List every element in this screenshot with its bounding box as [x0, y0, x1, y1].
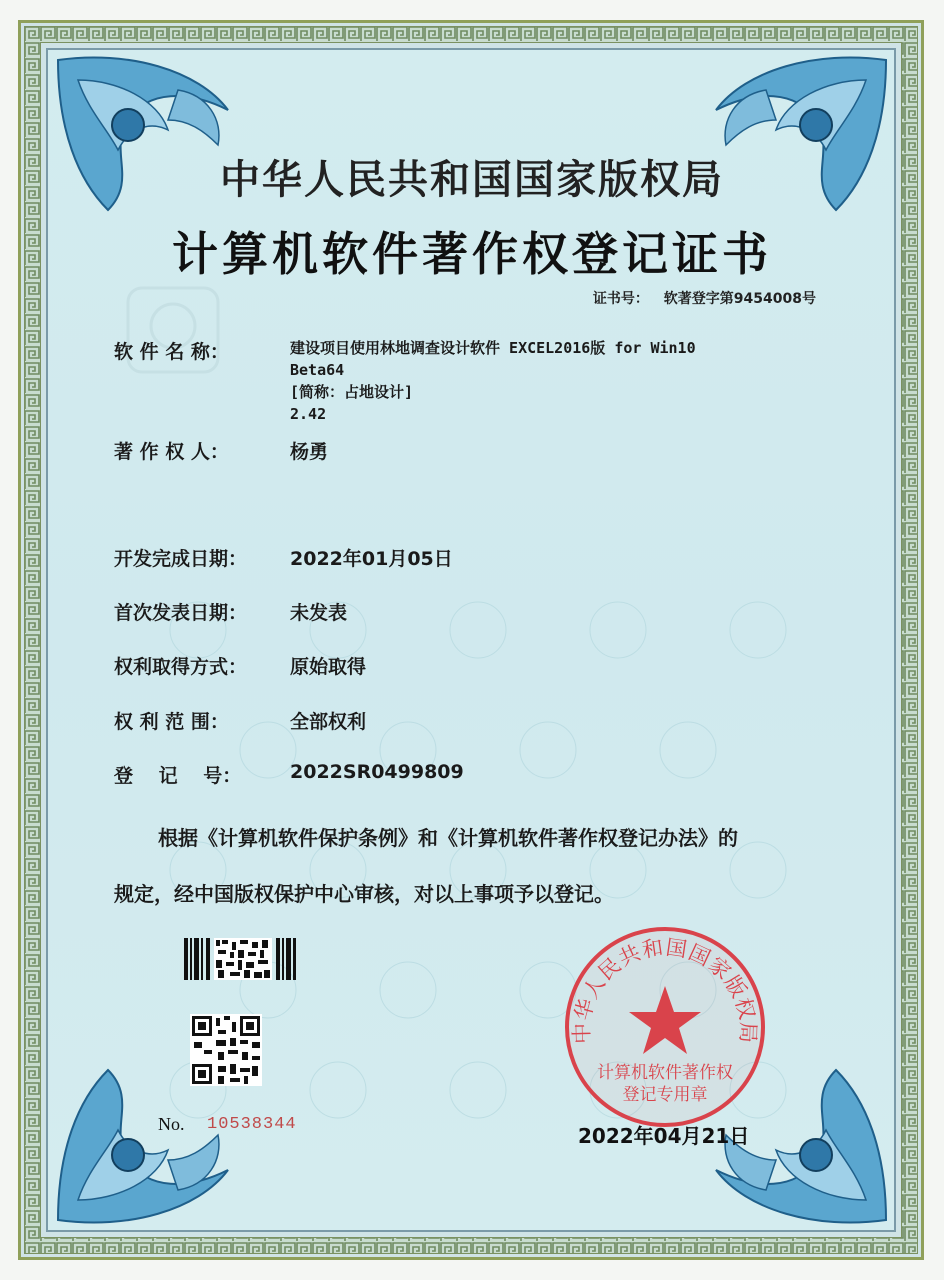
seal-line-1: 计算机软件著作权: [597, 1063, 733, 1083]
certificate-title: 计算机软件著作权登记证书: [172, 227, 772, 281]
field-label: 登 记 号：: [114, 765, 242, 787]
cert-no-label: 证书号：: [592, 291, 649, 307]
issuer-title: 中华人民共和国国家版权局: [220, 156, 724, 203]
field-value: 原始取得: [290, 656, 367, 678]
field-value: 全部权利: [290, 711, 367, 733]
software-name-line: 建设项目使用林地调查设计软件 EXCEL2016版 for Win10: [290, 339, 696, 357]
field-label: 首次发表日期：: [114, 602, 248, 624]
field-label: 权利取得方式：: [114, 656, 248, 678]
seal-ring-text: 中华人民共和国国家版权局: [569, 935, 761, 1045]
software-version-number: 2.42: [290, 405, 327, 423]
serial-label: No.: [158, 1114, 185, 1134]
field-label: 著 作 权 人：: [114, 441, 229, 463]
cert-no-value: 软著登字第9454008号: [663, 291, 816, 307]
statement-line-2: 规定，经中国版权保护中心审核，对以上事项予以登记。: [114, 882, 614, 906]
software-short-name: [简称：占地设计]: [290, 383, 414, 401]
qr-code: [190, 1014, 262, 1086]
field-value: 2022年01月05日: [290, 548, 453, 570]
issue-date: 2022年04月21日: [578, 1124, 750, 1148]
software-version-line: Beta64: [290, 361, 345, 379]
field-value: 未发表: [290, 602, 348, 624]
barcode: [184, 938, 296, 980]
serial-number: 10538344: [207, 1115, 297, 1134]
official-seal-stamp: [562, 924, 768, 1130]
field-label: 开发完成日期：: [114, 548, 248, 570]
statement-line-1: 根据《计算机软件保护条例》和《计算机软件著作权登记办法》的: [158, 826, 738, 850]
field-value: 2022SR0499809: [290, 761, 464, 783]
field-label: 权 利 范 围：: [114, 711, 229, 733]
certificate-number: [593, 288, 816, 308]
software-name-value: [290, 337, 696, 425]
field-label: 软 件 名 称：: [114, 341, 229, 363]
field-value: 杨勇: [290, 441, 329, 463]
seal-line-2: 登记专用章: [622, 1085, 708, 1105]
